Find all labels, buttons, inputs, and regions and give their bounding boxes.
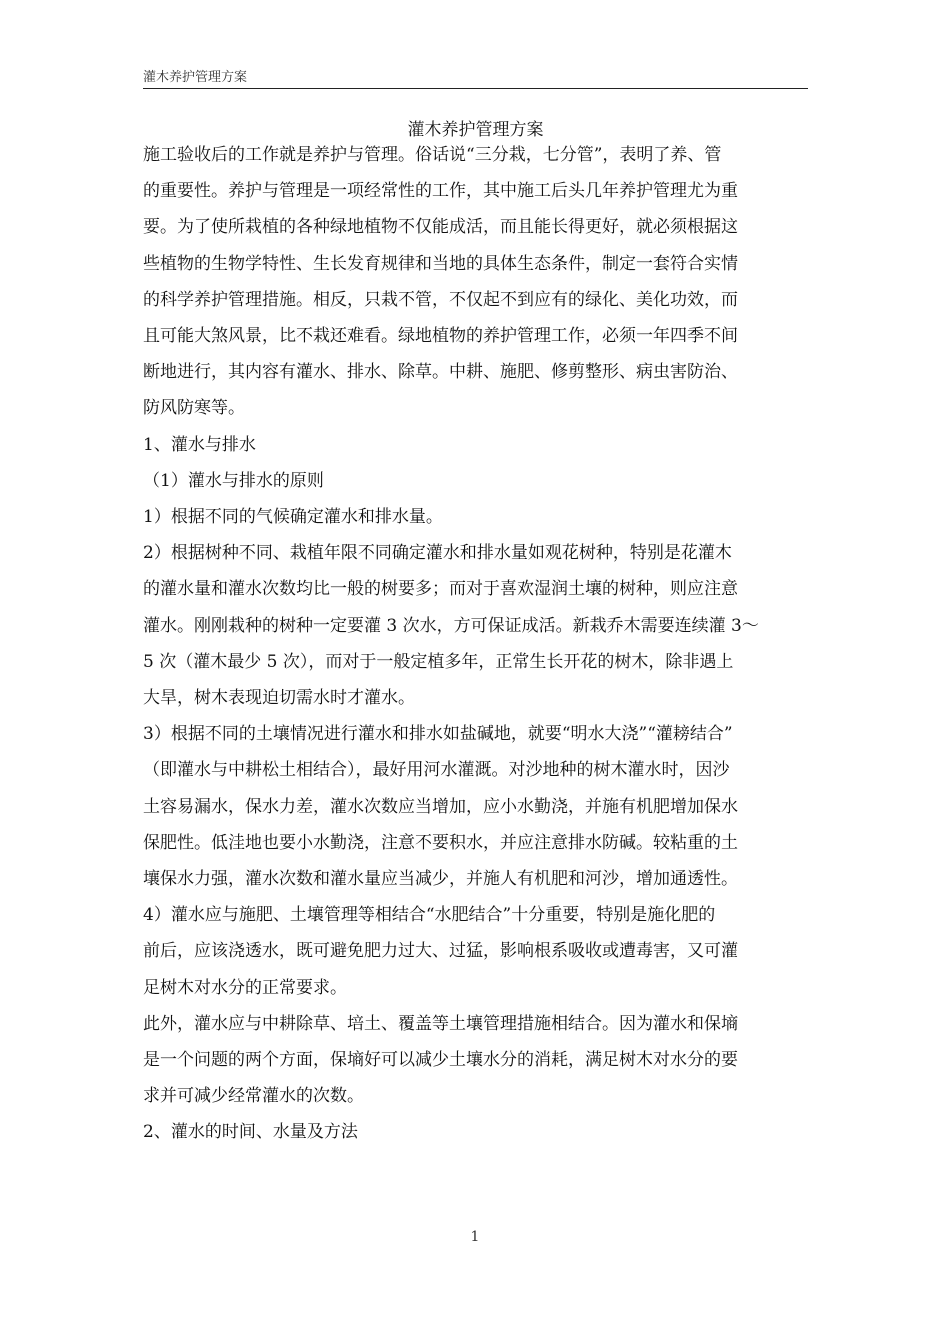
page-header <box>143 70 808 89</box>
body-line: 施工验收后的工作就是养护与管理。俗话说“三分栽，七分管”，表明了养、管 <box>143 145 722 165</box>
body-line: 大旱，树木表现迫切需水时才灌水。 <box>143 688 415 708</box>
body-line: 此外，灌水应与中耕除草、培土、覆盖等土壤管理措施相结合。因为灌水和保墒 <box>143 1013 738 1034</box>
body-line: 足树木对水分的正常要求。 <box>143 977 347 998</box>
body-line: 土容易漏水，保水力差，灌水次数应当增加，应小水勤浇，并施有机肥增加保水 <box>143 796 738 817</box>
body-line: 1）根据不同的气候确定灌水和排水量。 <box>143 507 443 527</box>
page-header-text: 灌木养护管理方案 <box>143 70 248 85</box>
page-number: 1 <box>470 1229 480 1245</box>
body-line: （即灌水与中耕松土相结合），最好用河水灌溉。对沙地种的树木灌水时，因沙 <box>143 760 730 781</box>
body-line: 要。为了使所栽植的各种绿地植物不仅能成活，而且能长得更好，就必须根据这 <box>143 217 738 238</box>
body-line: 求并可减少经常灌水的次数。 <box>143 1086 364 1107</box>
body-line: 防风防寒等。 <box>143 398 245 419</box>
body-line: 3）根据不同的土壤情况进行灌水和排水如盐碱地，就要“明水大浇”“灌耪结合” <box>143 724 733 745</box>
body-line: 壤保水力强，灌水次数和灌水量应当减少，并施人有机肥和河沙，增加通透性。 <box>143 869 738 889</box>
body-line: 的科学养护管理措施。相反，只栽不管，不仅起不到应有的绿化、美化功效，而 <box>143 289 738 310</box>
body-line: 保肥性。低洼地也要小水勤浇，注意不要积水，并应注意排水防碱。较粘重的土 <box>143 832 738 853</box>
body-line: 2）根据树种不同、栽植年限不同确定灌水和排水量如观花树种，特别是花灌木 <box>143 543 732 564</box>
body-line: 断地进行，其内容有灌水、排水、除草。中耕、施肥、修剪整形、病虫害防治、 <box>143 362 738 383</box>
body-line: 些植物的生物学特性、生长发育规律和当地的具体生态条件，制定一套符合实情 <box>143 253 738 274</box>
section-heading: 1、灌水与排水 <box>143 434 256 455</box>
document-title: 灌木养护管理方案 <box>407 120 544 140</box>
subsection-heading: （1）灌水与排水的原则 <box>143 470 324 491</box>
section-heading: 2、灌水的时间、水量及方法 <box>143 1122 358 1143</box>
body-line: 的重要性。养护与管理是一项经常性的工作，其中施工后头几年养护管理尤为重 <box>143 181 738 202</box>
body-line: 5 次（灌木最少 5 次），而对于一般定植多年，正常生长开花的树木，除非遇上 <box>143 651 734 672</box>
body-line: 4）灌水应与施肥、土壤管理等相结合“水肥结合”十分重要，特别是施化肥的 <box>143 905 716 926</box>
body-line: 的灌水量和灌水次数均比一般的树要多；而对于喜欢湿润土壤的树种，则应注意 <box>143 579 738 600</box>
body-line: 且可能大煞风景，比不栽还难看。绿地植物的养护管理工作，必须一年四季不间 <box>143 326 738 346</box>
body-line: 是一个问题的两个方面，保墒好可以减少土壤水分的消耗，满足树木对水分的要 <box>143 1050 738 1070</box>
body-line: 灌水。刚刚栽种的树种一定要灌 3 次水，方可保证成活。新栽乔木需要连续灌 3～ <box>143 615 759 636</box>
body-line: 前后，应该浇透水，既可避免肥力过大、过猛，影响根系吸收或遭毒害，又可灌 <box>143 941 738 962</box>
